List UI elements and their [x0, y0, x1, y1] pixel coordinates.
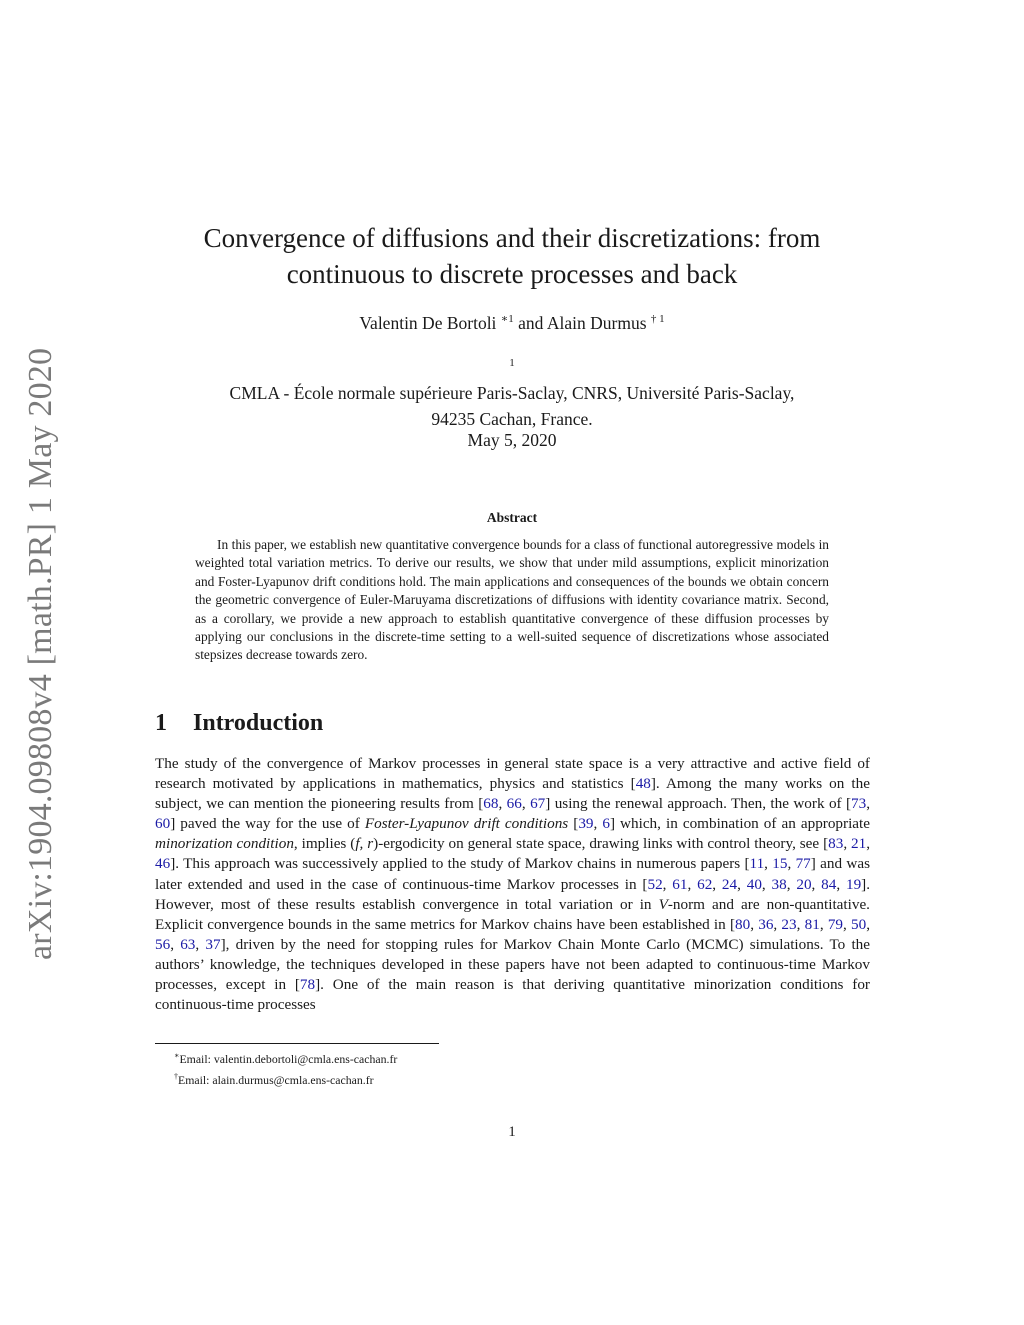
footnote-divider	[155, 1043, 439, 1044]
affiliation-marker: 1	[509, 357, 515, 369]
introduction-paragraph: The study of the convergence of Markov processes in general state space is a very attractive and active field of research motivated by applications in mathematics, physics and statistics [48]. Among the many works on the subject, we can mention the pioneering results from [68, 66, 67] using the renewal approach. Then, the work of [73, 60] paved the way for the use of Foster-Lyapunov drift conditions [39, 6] which, in combination of an appropriate minorization condition, implies (f, r)-ergodicity on general state space, drawing links with control theory, see [83, 21, 46]. This approach was successively applied to the study of Markov chains in numerous papers [11, 15, 77] and was later extended and used in the case of continuous-time Markov processes in [52, 61, 62, 24, 40, 38, 20, 84, 19]. However, most of these results establish convergence in total variation or in V-norm and are non-quantitative. Explicit convergence bounds in the same metrics for Markov chains have been established in [80, 36, 23, 81, 79, 50, 56, 63, 37], driven by the need for stopping rules for Markov Chain Monte Carlo (MCMC) simulations. To the authors’ knowledge, the techniques developed in these papers have not been adapted to continuous-time Markov processes, except in [78]. One of the main reason is that deriving quantitative minorization conditions for continuous-time processes	[155, 755, 871, 1014]
citation-link[interactable]: 50	[851, 915, 867, 933]
footnote-mark-2: †	[174, 1071, 178, 1081]
citation-link[interactable]: 60	[155, 815, 171, 833]
citation-link[interactable]: 19	[845, 875, 862, 893]
title-line-1: Convergence of diffusions and their discretizations: from	[203, 223, 821, 253]
affiliation-line-2: 94235 Cachan, France.	[431, 408, 593, 429]
citation-link[interactable]: 81	[804, 915, 820, 933]
math-inline: V	[658, 895, 668, 913]
citation-link[interactable]: 38	[771, 875, 787, 893]
abstract-heading: Abstract	[486, 510, 538, 525]
author-2-marks: † 1	[650, 313, 665, 325]
title-line-2: continuous to discrete processes and back	[286, 259, 738, 289]
affiliation	[150, 350, 874, 432]
citation-link[interactable]: 63	[180, 935, 196, 953]
author-de-bortoli: Valentin De Bortoli	[359, 312, 497, 333]
author-conjunction: and	[518, 312, 544, 333]
citation-link[interactable]: 56	[155, 935, 171, 953]
section-number: 1	[155, 710, 167, 736]
citation-link[interactable]: 62	[697, 875, 713, 893]
citation-link[interactable]: 79	[827, 915, 844, 933]
citation-link[interactable]: 6	[602, 815, 610, 833]
citation-link[interactable]: 66	[506, 795, 522, 813]
citation-link[interactable]: 24	[721, 875, 738, 893]
citation-link[interactable]: 21	[851, 835, 867, 853]
citation-link[interactable]: 15	[772, 855, 788, 873]
citation-link[interactable]: 77	[795, 855, 811, 873]
citation-link[interactable]: 84	[821, 875, 837, 893]
publication-date: May 5, 2020	[467, 430, 557, 450]
citation-link[interactable]: 68	[483, 795, 499, 813]
citation-link[interactable]: 40	[746, 875, 762, 893]
author-list	[150, 312, 874, 334]
citation-link[interactable]: 67	[530, 795, 546, 813]
footnote-email-1: ∗Email: valentin.debortoli@cmla.ens-cachan.fr	[174, 1051, 398, 1066]
math-inline: f, r	[355, 835, 374, 853]
citation-link[interactable]: 73	[851, 795, 867, 813]
citation-link[interactable]: 48	[635, 775, 651, 793]
citation-link[interactable]: 46	[155, 855, 171, 873]
citation-link[interactable]: 80	[735, 915, 751, 933]
abstract-text: In this paper, we establish new quantitative convergence bounds for a class of functional autoregressive models in weighted total variation metrics. To derive our results, we show that under mild assumptions, explicit minorization and Foster-Lyapunov drift conditions hold. The main applications and consequences of the bounds we obtain concern the geometric convergence of Euler-Maruyama discretizations of diffusions with identity covariance matrix. Second, as a corollary, we provide a new approach to establish quantitative convergence of these diffusion processes by applying our conclusions in the discrete-time setting to a well-suited sequence of discretizations whose associated stepsizes decrease towards zero.	[195, 537, 829, 663]
emphasis-term: Foster-Lyapunov drift conditions	[364, 815, 569, 833]
section-heading-introduction	[155, 710, 323, 737]
citation-link[interactable]: 20	[796, 875, 812, 893]
citation-link[interactable]: 23	[781, 915, 797, 933]
emphasis-term: minorization condition	[155, 835, 294, 853]
affiliation-line-1: $^1$ CMLA - École normale supérieure Paris-Saclay, CNRS, Université Paris-Saclay,	[229, 357, 795, 403]
citation-link[interactable]: 78	[299, 976, 316, 994]
citation-link[interactable]: 52	[647, 875, 663, 893]
section-title: Introduction	[193, 710, 324, 736]
author-durmus: Alain Durmus	[546, 312, 647, 333]
paper-title	[150, 220, 874, 292]
footnotes	[174, 1047, 774, 1089]
page-number: 1	[508, 1124, 516, 1140]
citation-link[interactable]: 61	[672, 875, 688, 893]
footnote-email-2: †Email: alain.durmus@cmla.ens-cachan.fr	[174, 1071, 374, 1087]
arxiv-identifier-stamp: arXiv:1904.09808v4 [math.PR] 1 May 2020	[22, 347, 59, 960]
citation-link[interactable]: 11	[749, 855, 765, 873]
citation-link[interactable]: 83	[828, 835, 844, 853]
author-1-marks: ∗1	[500, 313, 514, 325]
citation-link[interactable]: 37	[205, 935, 221, 953]
footnote-mark-1: ∗	[174, 1051, 180, 1060]
citation-link[interactable]: 39	[578, 815, 594, 833]
citation-link[interactable]: 36	[758, 915, 774, 933]
